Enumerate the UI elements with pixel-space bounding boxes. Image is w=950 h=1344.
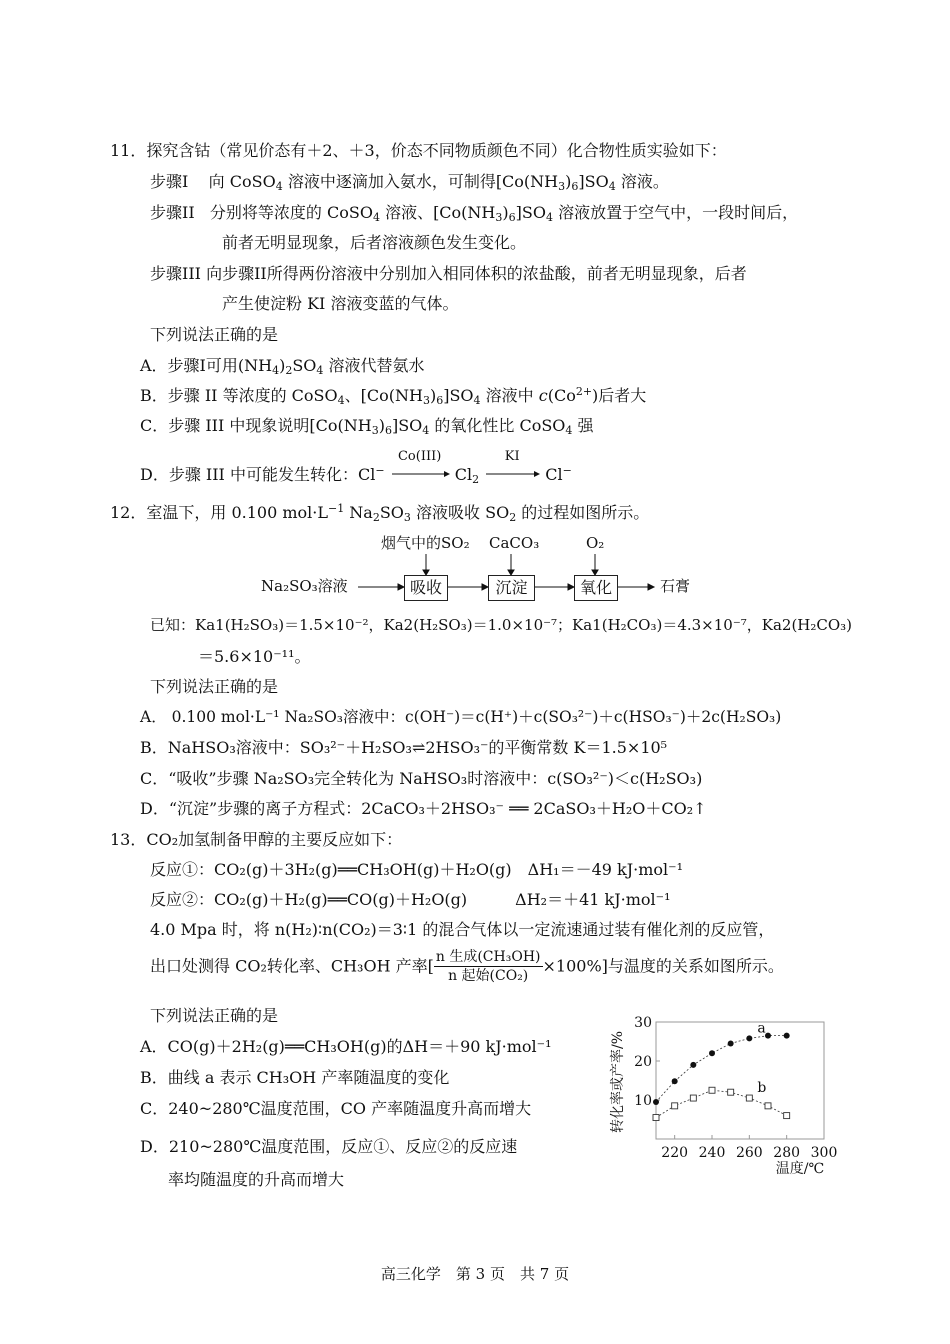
q11-step2-cont: 前者无明显现象，后者溶液颜色发生变化。 — [222, 233, 527, 252]
x-tick-label: 280 — [773, 1145, 801, 1161]
conversion-yield-chart — [600, 1012, 860, 1182]
q11-stem: 11．探究含钴（常见价态有＋2、＋3，价态不同物质颜色不同）化合物性质实验如下： — [110, 141, 727, 160]
series-b-point — [653, 1115, 659, 1121]
x-tick-label: 260 — [735, 1145, 763, 1161]
process-flow-diagram — [0, 530, 950, 610]
y-tick-label: 10 — [634, 1093, 652, 1109]
y-tick-label: 30 — [634, 1015, 652, 1031]
series-b-point — [672, 1103, 678, 1109]
series-a-curve — [656, 1036, 787, 1102]
q13-condition-2: 出口处测得 CO₂转化率、CH₃OH 产率[ $\frac{\text{n 生成(CH₃OH)}}{\text{n 起始(CO₂)}}$ ×100%]与温度的关系如图所示。 — [150, 949, 784, 984]
q12-option-b: B．NaHSO₃溶液中：SO₃²⁻＋H₂SO₃⇌2HSO₃⁻的平衡常数 K＝1.5×10⁵ — [140, 738, 668, 757]
yield-fraction: $\frac{\text{n 生成(CH₃OH)}}{\text{n 起始(CO₂)}}$ — [435, 949, 541, 984]
series-a-point — [690, 1062, 696, 1068]
q13-prompt: 下列说法正确的是 — [150, 1006, 279, 1025]
q13-condition: 4.0 Mpa 时，将 n(H₂)∶n(CO₂)＝3∶1 的混合气体以一定流速通过装有催化剂的反应管， — [150, 920, 775, 939]
q12-option-d: D．“沉淀”步骤的离子方程式：2CaCO₃＋2HSO₃⁻ ══ 2CaSO₃＋H₂O＋CO₂↑ — [140, 799, 707, 818]
q13-option-b: B．曲线 a 表示 CH₃OH 产率随温度的变化 — [140, 1068, 450, 1087]
arrow1-label: Co(III) — [397, 449, 442, 464]
y-tick-label: 20 — [634, 1054, 652, 1070]
q13-reaction-2: 反应②：CO₂(g)＋H₂(g)══CO(g)＋H₂O(g) ΔH₂＝＋41 kJ·mol⁻¹ — [150, 890, 671, 909]
flow-add-caco3: CaCO₃ — [489, 534, 540, 552]
q12-prompt: 下列说法正确的是 — [150, 677, 279, 696]
q12-known-cont: ＝5.6×10⁻¹¹。 — [198, 647, 311, 666]
arrow1-icon — [390, 470, 450, 478]
x-tick-label: 240 — [698, 1145, 726, 1161]
series-b-label: b — [757, 1080, 767, 1097]
plot-frame — [656, 1022, 824, 1139]
series-b-point — [784, 1113, 790, 1119]
series-b-point — [709, 1087, 715, 1093]
flow-add-o2: O₂ — [586, 534, 605, 552]
flow-add-so2: 烟气中的SO₂ — [381, 534, 470, 552]
x-axis-label: 温度/℃ — [775, 1161, 825, 1177]
flow-output: 石膏 — [660, 577, 691, 595]
y-axis-label: 转化率或产率/% — [610, 1030, 626, 1134]
series-b-point — [746, 1095, 752, 1101]
q13-option-d: D．210~280℃温度范围，反应①、反应②的反应速 — [140, 1137, 518, 1156]
series-b-point — [690, 1095, 696, 1101]
series-a-point — [672, 1078, 678, 1084]
series-a-point — [728, 1040, 734, 1046]
series-a-point — [765, 1033, 771, 1039]
q11-option-d: D．步骤 III 中可能发生转化：Cl− Co(III) $Cl_2$ KI Cl− — [140, 449, 572, 486]
flow-box-oxidize: 氧化 — [574, 575, 618, 601]
flow-box-precipitate: 沉淀 — [488, 575, 535, 601]
series-a-point — [784, 1033, 790, 1039]
q11-prompt: 下列说法正确的是 — [150, 325, 279, 344]
q11-step2: 步骤II 分别将等浓度的 CoSO$_4$ 溶液、$[Co(NH_3)_6]SO_4$ 溶液放置于空气中，一段时间后， — [150, 203, 799, 224]
x-tick-label: 220 — [661, 1145, 689, 1161]
arrow2-label: KI — [504, 449, 520, 464]
q12-option-c: C．“吸收”步骤 Na₂SO₃完全转化为 NaHSO₃时溶液中：c(SO₃²⁻)＜c(H₂SO₃) — [140, 769, 703, 788]
q12-stem: 12．室温下，用 0.100 $mol\cdot L^{-1}$ $Na_2SO_3$ 溶液吸收 $SO_2$ 的过程如图所示。 — [110, 502, 650, 524]
series-b-point — [728, 1089, 734, 1095]
q12-option-a: A． 0.100 mol·L⁻¹ Na₂SO₃溶液中：c(OH⁻)＝c(H⁺)＋c(SO₃²⁻)＋c(HSO₃⁻)＋2c(H₂SO₃) — [140, 708, 782, 726]
series-a-point — [709, 1050, 715, 1056]
q11-step1: 步骤I 向 CoSO$_4$ 溶液中逐滴加入氨水，可制得$[Co(NH_3)_6]SO_4$ 溶液。 — [150, 172, 669, 193]
q11-option-c: C．步骤 III 中现象说明$[Co(NH_3)_6]SO_4$ 的氧化性比 CoSO$_4$ 强 — [140, 416, 594, 437]
series-a-point — [653, 1099, 659, 1105]
page-footer: 高三化学 第 3 页 共 7 页 — [380, 1265, 570, 1283]
q11-step3-cont: 产生使淀粉 KI 溶液变蓝的气体。 — [222, 294, 459, 313]
x-tick-label: 300 — [810, 1145, 838, 1161]
q11-option-a: A．步骤I可用$(NH_4)_2SO_4$ 溶液代替氨水 — [140, 356, 425, 377]
arrow2-icon — [484, 470, 540, 478]
flow-arrows — [0, 530, 950, 610]
series-a-point — [746, 1035, 752, 1041]
flow-box-absorb: 吸收 — [404, 575, 448, 601]
q12-known: 已知：Ka1(H₂SO₃)＝1.5×10⁻²，Ka2(H₂SO₃)＝1.0×10⁻⁷；Ka1(H₂CO₃)＝4.3×10⁻⁷，Ka2(H₂CO₃) — [150, 616, 853, 634]
q11-step3: 步骤III 向步骤II所得两份溶液中分别加入相同体积的浓盐酸，前者无明显现象，后者 — [150, 264, 747, 283]
q13-reaction-1: 反应①：CO₂(g)＋3H₂(g)══CH₃OH(g)＋H₂O(g) ΔH₁＝－49 kJ·mol⁻¹ — [150, 860, 684, 879]
q13-option-d-cont: 率均随温度的升高而增大 — [168, 1170, 345, 1189]
flow-input: Na₂SO₃溶液 — [261, 577, 348, 595]
series-a-label: a — [757, 1020, 766, 1037]
q13-option-c: C．240~280℃温度范围，CO 产率随温度升高而增大 — [140, 1099, 532, 1118]
q13-option-a: A．CO(g)＋2H₂(g)══CH₃OH(g)的ΔH＝＋90 kJ·mol⁻¹ — [140, 1037, 552, 1056]
series-b-point — [765, 1103, 771, 1109]
q13-stem: 13．CO₂加氢制备甲醇的主要反应如下： — [110, 830, 403, 849]
q11-option-b: B．步骤 II 等浓度的 CoSO$_4$、$[Co(NH_3)_6]SO_4$ 溶液中 $c(Co^{2+})$后者大 — [140, 385, 647, 407]
